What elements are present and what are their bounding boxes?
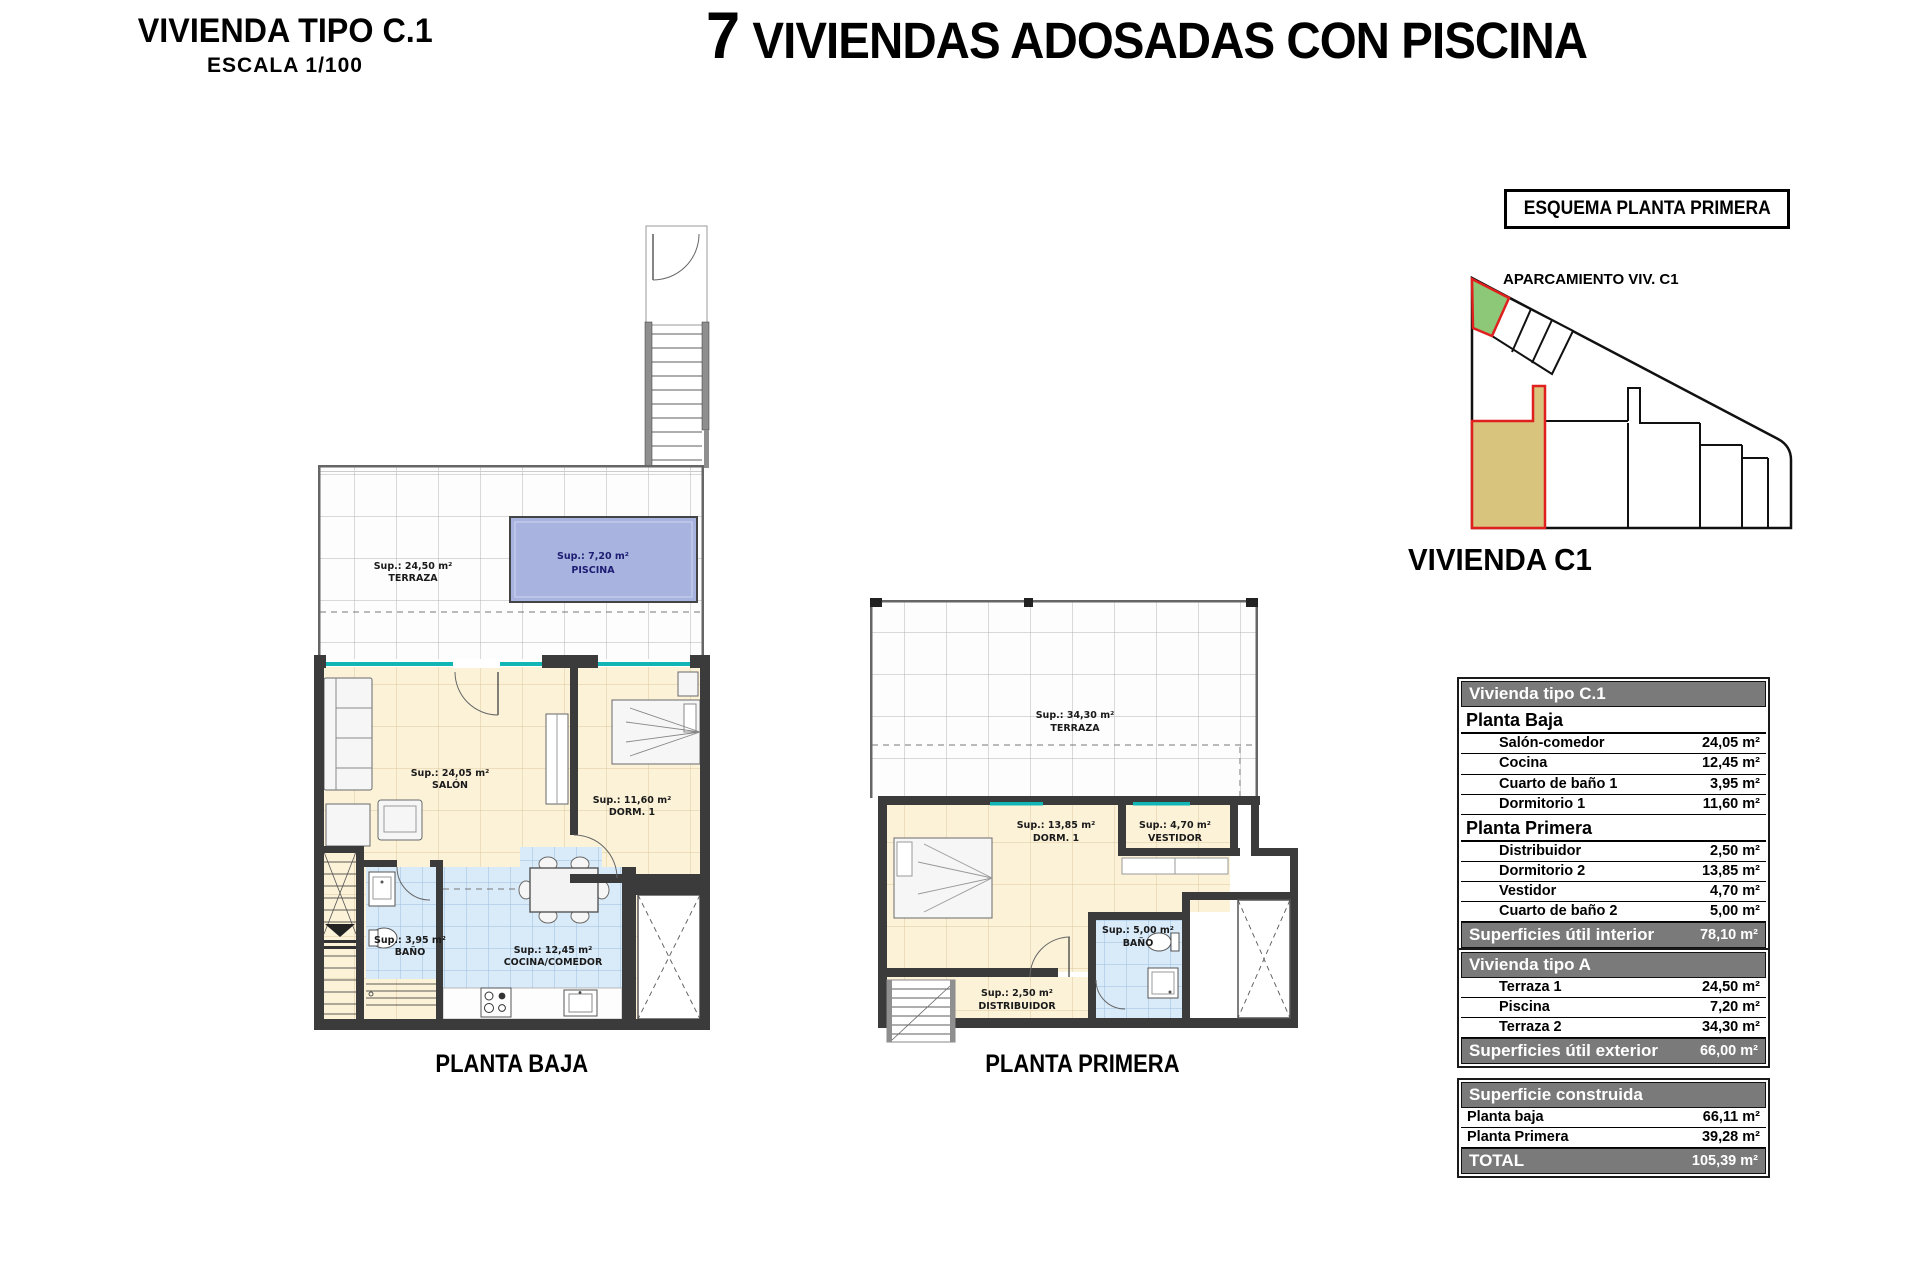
bathroom-sink bbox=[369, 872, 395, 906]
room-label-terraza: TERRAZA bbox=[1050, 723, 1100, 734]
esquema-unit-caption: VIVIENDA C1 bbox=[1408, 542, 1592, 577]
room-label-distribuidor-sup: Sup.: 2,50 m² bbox=[981, 988, 1053, 999]
drawing-title-block bbox=[95, 12, 475, 78]
esquema-title: ESQUEMA PLANTA PRIMERA bbox=[1523, 198, 1771, 219]
room-label-cocina: COCINA/COMEDOR bbox=[503, 957, 603, 968]
room-label-terraza-sup: Sup.: 24,50 m² bbox=[373, 561, 453, 572]
room-label-distribuidor: DISTRIBUIDOR bbox=[978, 1001, 1056, 1012]
parking-label: APARCAMIENTO VIV. C1 bbox=[1503, 271, 1679, 288]
table-row: Terraza 2 34,30 m² bbox=[1461, 1018, 1766, 1038]
table-row: Vestidor 4,70 m² bbox=[1461, 882, 1766, 902]
table-row: Dormitorio 1 11,60 m² bbox=[1461, 795, 1766, 815]
armchair bbox=[378, 800, 422, 840]
nightstand bbox=[678, 672, 698, 696]
shower bbox=[1148, 968, 1178, 998]
room-label-dorm1-sup: Sup.: 11,60 m² bbox=[592, 795, 672, 806]
wardrobe bbox=[546, 714, 568, 804]
table-footer: Superficies útil interior 78,10 m² bbox=[1461, 922, 1766, 948]
room-label-terraza-sup: Sup.: 34,30 m² bbox=[1035, 710, 1115, 721]
sofa bbox=[324, 678, 372, 790]
main-title-number: 7 bbox=[706, 0, 741, 72]
scale-label: ESCALA 1/100 bbox=[207, 54, 363, 77]
table-superficie-construida bbox=[1457, 1078, 1770, 1178]
bed bbox=[612, 700, 700, 764]
entrance-stair bbox=[645, 226, 709, 468]
table-row: Cocina 12,45 m² bbox=[1461, 754, 1766, 774]
table-row: Salón-comedor 24,05 m² bbox=[1461, 734, 1766, 754]
room-label-vestidor-sup: Sup.: 4,70 m² bbox=[1139, 820, 1211, 831]
table-superficies-util-interior bbox=[1457, 677, 1770, 952]
room-label-bano-sup: Sup.: 3,95 m² bbox=[374, 935, 446, 946]
plan-type-title: VIVIENDA TIPO C.1 bbox=[137, 12, 433, 50]
esquema-site-diagram bbox=[1455, 270, 1825, 570]
terrace-area bbox=[318, 465, 704, 659]
table-row: Distribuidor 2,50 m² bbox=[1461, 842, 1766, 862]
lightwell bbox=[638, 895, 700, 1019]
stove bbox=[481, 988, 511, 1017]
terrace-area bbox=[870, 598, 1258, 798]
table-row: Dormitorio 2 13,85 m² bbox=[1461, 862, 1766, 882]
kitchen-sink bbox=[564, 990, 597, 1016]
floorplan-planta-baja bbox=[312, 222, 712, 1037]
caption-planta-baja: PLANTA BAJA bbox=[435, 1050, 589, 1078]
room-label-bano: BAÑO bbox=[1122, 938, 1154, 949]
lightwell bbox=[1238, 900, 1290, 1018]
table-row: Planta baja 66,11 m² bbox=[1461, 1108, 1766, 1128]
room-label-piscina-sup: Sup.: 7,20 m² bbox=[557, 551, 629, 562]
room-label-dorm1: DORM. 1 bbox=[608, 807, 656, 818]
room-label-terraza: TERRAZA bbox=[388, 573, 438, 584]
section-planta-baja: Planta Baja bbox=[1461, 707, 1766, 734]
room-label-bano: BAÑO bbox=[394, 947, 426, 958]
table-row: Piscina 7,20 m² bbox=[1461, 998, 1766, 1018]
room-label-vestidor: VESTIDOR bbox=[1148, 833, 1202, 844]
table-row: Cuarto de baño 1 3,95 m² bbox=[1461, 775, 1766, 795]
room-label-bano-sup: Sup.: 5,00 m² bbox=[1102, 925, 1174, 936]
bed bbox=[894, 838, 992, 918]
coffee-table bbox=[326, 804, 370, 846]
table-row: Cuarto de baño 2 5,00 m² bbox=[1461, 902, 1766, 922]
main-title-text: VIVIENDAS ADOSADAS CON PISCINA bbox=[740, 12, 1588, 69]
main-title bbox=[706, 2, 1587, 73]
room-label-salon-sup: Sup.: 24,05 m² bbox=[410, 768, 490, 779]
table-footer: TOTAL 105,39 m² bbox=[1461, 1148, 1766, 1174]
room-label-salon: SALÓN bbox=[432, 780, 468, 791]
table-header: Superficie construida bbox=[1461, 1082, 1766, 1108]
room-label-piscina: PISCINA bbox=[571, 565, 615, 576]
table-footer: Superficies útil exterior 66,00 m² bbox=[1461, 1038, 1766, 1064]
closet bbox=[1122, 858, 1228, 874]
table-row: Planta Primera 39,28 m² bbox=[1461, 1128, 1766, 1148]
esquema-title-box bbox=[1504, 189, 1790, 229]
room-label-dorm-sup: Sup.: 13,85 m² bbox=[1016, 820, 1096, 831]
room-label-dorm: DORM. 1 bbox=[1032, 833, 1080, 844]
table-row: Terraza 1 24,50 m² bbox=[1461, 978, 1766, 998]
internal-stair bbox=[887, 980, 955, 1042]
table-header: Vivienda tipo A bbox=[1461, 952, 1766, 978]
section-planta-primera: Planta Primera bbox=[1461, 815, 1766, 842]
caption-planta-primera: PLANTA PRIMERA bbox=[984, 1050, 1180, 1078]
table-superficies-util-exterior bbox=[1457, 948, 1770, 1068]
floorplan-planta-primera bbox=[862, 590, 1302, 1050]
room-label-cocina-sup: Sup.: 12,45 m² bbox=[513, 945, 593, 956]
table-header: Vivienda tipo C.1 bbox=[1461, 681, 1766, 707]
